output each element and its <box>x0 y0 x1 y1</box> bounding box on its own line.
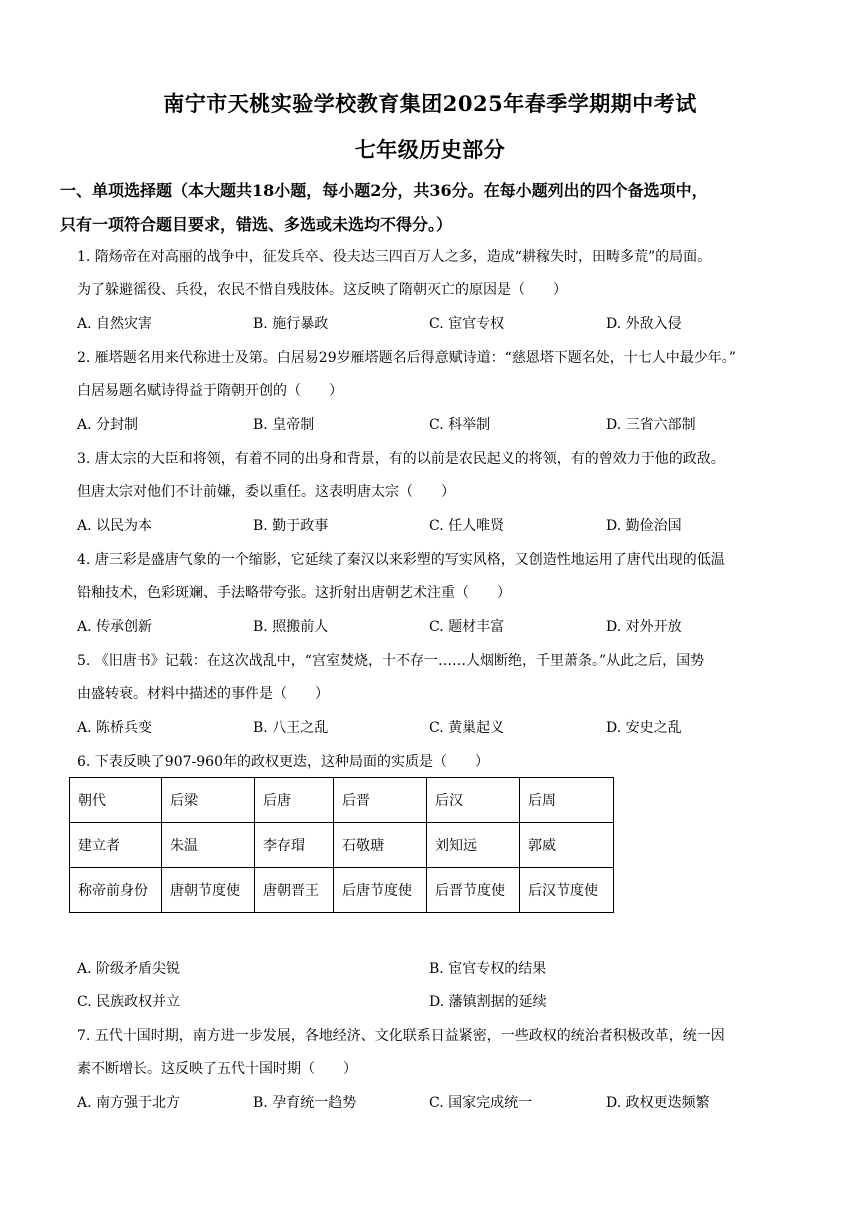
table-cell: 后汉 <box>427 778 520 823</box>
table-cell: 刘知远 <box>427 823 520 868</box>
table-cell: 李存瑁 <box>255 823 334 868</box>
question-1-stem-1: 1. 隋炀帝在对高丽的战争中，征发兵卒、役夫达三四百万人之多，造成“耕稼失时，田畴多荒”的局面。 <box>77 249 712 265</box>
question-4-option-d[interactable]: D. 对外开放 <box>606 619 682 635</box>
table-cell: 称帝前身份 <box>70 868 162 913</box>
question-7-option-b[interactable]: B. 孕育统一趋势 <box>253 1095 357 1111</box>
question-5-option-b[interactable]: B. 八王之乱 <box>253 720 329 736</box>
table-cell: 朝代 <box>70 778 162 823</box>
question-1-stem-2: 为了躲避徭役、兵役，农民不惜自残肢体。这反映了隋朝灭亡的原因是（ ） <box>77 282 567 298</box>
question-1-option-b[interactable]: B. 施行暴政 <box>253 316 329 332</box>
table-row <box>70 823 614 868</box>
question-2-option-c[interactable]: C. 科举制 <box>429 417 491 433</box>
question-6-option-b[interactable]: B. 宦官专权的结果 <box>429 961 547 977</box>
table-cell: 后周 <box>520 778 614 823</box>
exam-title: 南宁市天桃实验学校教育集团2025年春季学期期中考试 <box>163 91 697 116</box>
question-4-option-b[interactable]: B. 照搬前人 <box>253 619 329 635</box>
table-row <box>70 778 614 823</box>
question-7-stem-1: 7. 五代十国时期，南方进一步发展，各地经济、文化联系日益紧密，一些政权的统治者积极改革，统一因 <box>77 1028 725 1044</box>
question-4-option-c[interactable]: C. 题材丰富 <box>429 619 505 635</box>
question-2-option-a[interactable]: A. 分封制 <box>77 417 139 433</box>
table-cell: 后晋节度使 <box>427 868 520 913</box>
question-4-option-a[interactable]: A. 传承创新 <box>77 619 153 635</box>
question-2-stem-1: 2. 雁塔题名用来代称进士及第。白居易29岁雁塔题名后得意赋诗道：“慈恩塔下题名处，十七人中最少年。” <box>77 350 736 366</box>
table-cell: 唐朝晋王 <box>255 868 334 913</box>
question-2-option-d[interactable]: D. 三省六部制 <box>606 417 696 433</box>
table-cell: 唐朝节度使 <box>162 868 255 913</box>
table-cell: 朱温 <box>162 823 255 868</box>
table-cell: 郭威 <box>520 823 614 868</box>
question-5-option-a[interactable]: A. 陈桥兵变 <box>77 720 153 736</box>
table-cell: 后梁 <box>162 778 255 823</box>
exam-subtitle: 七年级历史部分 <box>354 137 506 162</box>
question-3-option-b[interactable]: B. 勤于政事 <box>253 518 329 534</box>
table-cell: 建立者 <box>70 823 162 868</box>
question-5-stem-2: 由盛转衰。材料中描述的事件是（ ） <box>77 686 329 702</box>
question-6-option-d[interactable]: D. 藩镇割据的延续 <box>429 994 547 1010</box>
question-3-option-a[interactable]: A. 以民为本 <box>77 518 153 534</box>
question-1-option-d[interactable]: D. 外敌入侵 <box>606 316 682 332</box>
table-cell: 石敬瑭 <box>334 823 427 868</box>
question-4-stem-1: 4. 唐三彩是盛唐气象的一个缩影，它延续了秦汉以来彩塑的写实风格，又创造性地运用了唐代出现的低温 <box>77 552 725 568</box>
table-cell: 后唐节度使 <box>334 868 427 913</box>
question-7-stem-2: 素不断增长。这反映了五代十国时期（ ） <box>77 1061 357 1077</box>
question-1-option-a[interactable]: A. 自然灾害 <box>77 316 153 332</box>
question-7-option-d[interactable]: D. 政权更迭频繁 <box>606 1095 710 1111</box>
question-4-stem-2: 铅釉技术，色彩斑斓、手法略带夸张。这折射出唐朝艺术注重（ ） <box>77 585 511 601</box>
question-5-option-d[interactable]: D. 安史之乱 <box>606 720 682 736</box>
table-cell: 后汉节度使 <box>520 868 614 913</box>
question-6-stem-1: 6. 下表反映了907-960年的政权更迭，这种局面的实质是（ ） <box>77 754 489 770</box>
table-cell: 后唐 <box>255 778 334 823</box>
question-5-option-c[interactable]: C. 黄巢起义 <box>429 720 505 736</box>
question-3-stem-1: 3. 唐太宗的大臣和将领，有着不同的出身和背景，有的以前是农民起义的将领，有的曾效力于他的政敌。 <box>77 451 725 467</box>
section-heading-line-2: 只有一项符合题目要求，错选、多选或未选均不得分。） <box>60 215 453 234</box>
question-7-option-c[interactable]: C. 国家完成统一 <box>429 1095 533 1111</box>
question-3-stem-2: 但唐太宗对他们不计前嫌，委以重任。这表明唐太宗（ ） <box>77 484 455 500</box>
table-row <box>70 868 614 913</box>
question-7-option-a[interactable]: A. 南方强于北方 <box>77 1095 181 1111</box>
question-1-option-c[interactable]: C. 宦官专权 <box>429 316 505 332</box>
question-5-stem-1: 5. 《旧唐书》记载：在这次战乱中，“宫室焚烧，十不存一……人烟断绝，千里萧条。”从此之后，国势 <box>77 653 705 669</box>
question-2-option-b[interactable]: B. 皇帝制 <box>253 417 315 433</box>
question-6-option-c[interactable]: C. 民族政权并立 <box>77 994 181 1010</box>
section-heading-line-1: 一、单项选择题（本大题共18小题，每小题2分，共36分。在每小题列出的四个备选项中， <box>60 181 708 200</box>
dynasty-table <box>69 777 614 913</box>
question-3-option-d[interactable]: D. 勤俭治国 <box>606 518 682 534</box>
question-3-option-c[interactable]: C. 任人唯贤 <box>429 518 505 534</box>
question-6-option-a[interactable]: A. 阶级矛盾尖锐 <box>77 961 181 977</box>
question-2-stem-2: 白居易题名赋诗得益于隋朝开创的（ ） <box>77 383 343 399</box>
table-cell: 后晋 <box>334 778 427 823</box>
